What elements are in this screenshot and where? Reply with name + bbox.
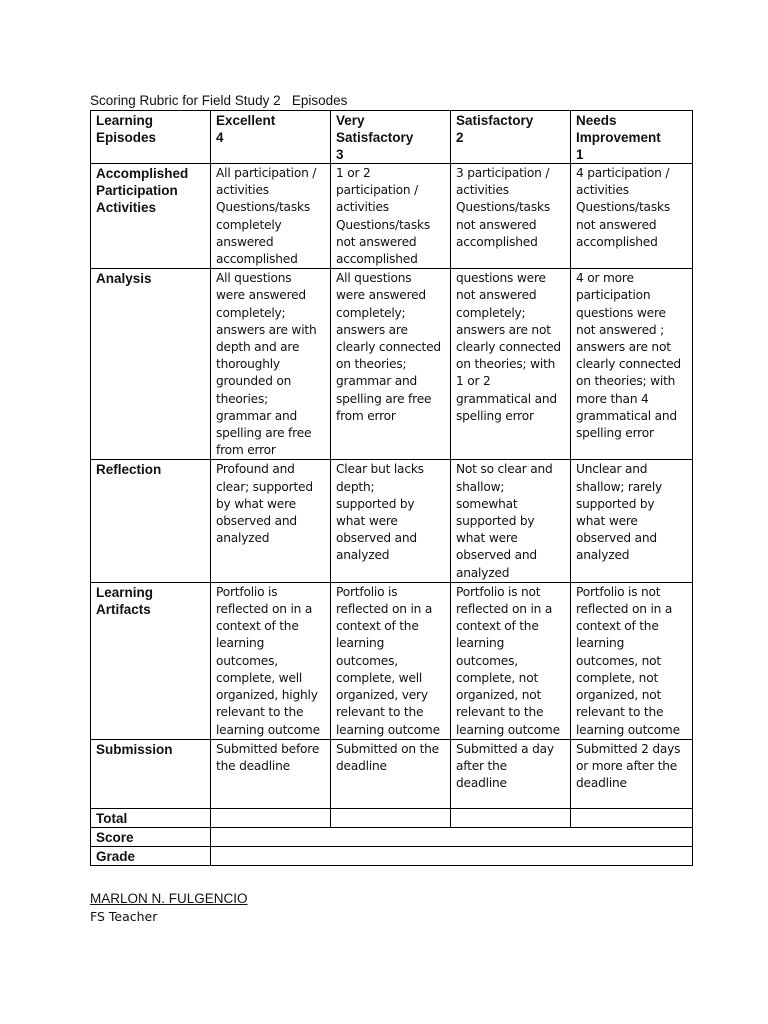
cell-line: learning outcome: [456, 722, 560, 737]
cell-line: theories;: [216, 391, 269, 406]
score-value-cell: [211, 827, 693, 846]
score-cell-needs-improvement: [571, 582, 693, 739]
cell-line: by what were: [216, 496, 296, 511]
score-cell-excellent: [211, 739, 331, 808]
score-cell-excellent: [211, 164, 331, 269]
score-cell-satisfactory: [451, 269, 571, 460]
cell-line: answers are not: [576, 340, 671, 355]
header-cell-text: [456, 112, 567, 146]
header-excellent: [211, 111, 331, 164]
cell-line: Excellent: [216, 113, 276, 128]
cell-line: outcomes,: [216, 653, 278, 668]
cell-line: activities: [216, 183, 269, 198]
total-cell-very-satisfactory: [331, 808, 451, 827]
cell-line: Submission: [96, 741, 173, 757]
cell-line: answers are not: [456, 322, 551, 337]
cell-line: Episodes: [96, 130, 157, 145]
cell-line: accomplished: [216, 252, 298, 267]
score-cell-satisfactory: [451, 582, 571, 739]
cell-line: Questions/tasks: [576, 200, 670, 215]
table-row-accomplished-participation: [91, 164, 693, 269]
cell-line: Submitted 2 days: [576, 741, 681, 756]
cell-line: observed and: [456, 548, 537, 563]
cell-line: Accomplished: [96, 166, 189, 181]
criterion-cell: [91, 739, 211, 808]
table-row-score: [91, 827, 693, 846]
cell-line: completely;: [216, 305, 286, 320]
cell-line: Submitted a day: [456, 741, 554, 756]
cell-line: questions were: [576, 305, 666, 320]
signatory-role: FS Teacher: [90, 909, 158, 924]
table-header-row: [91, 111, 693, 164]
cell-line: Portfolio is: [216, 584, 278, 599]
cell-line: Satisfactory: [336, 130, 414, 145]
cell-line: on theories; with: [576, 374, 676, 389]
cell-line: depth and are: [216, 340, 300, 355]
cell-line: grounded on: [216, 374, 292, 389]
cell-line: analyzed: [456, 565, 510, 580]
score-cell-very-satisfactory: [331, 164, 451, 269]
header-learning-episodes: [91, 111, 211, 164]
cell-line: learning outcome: [216, 722, 320, 737]
cell-line: reflected on in a: [216, 602, 313, 617]
cell-line: the deadline: [216, 758, 290, 773]
cell-line: thoroughly: [216, 357, 280, 372]
cell-line: grammatical and: [456, 391, 557, 406]
cell-line: relevant to the: [576, 705, 664, 720]
cell-line: Participation: [96, 183, 178, 198]
cell-line: what were: [336, 514, 398, 529]
cell-line: spelling are free: [216, 426, 312, 441]
cell-line: 4 participation /: [576, 166, 670, 180]
table-row-total: [91, 808, 693, 827]
cell-line: context of the: [216, 619, 299, 634]
cell-line: observed and: [576, 531, 657, 546]
cell-line: 1 or 2: [456, 374, 491, 389]
cell-line: relevant to the: [336, 705, 424, 720]
cell-line: All questions: [336, 271, 412, 286]
cell-line: depth;: [336, 479, 375, 494]
cell-line: learning: [456, 636, 505, 651]
cell-line: grammar and: [336, 374, 418, 389]
cell-line: participation /: [336, 183, 418, 198]
cell-line: context of the: [576, 619, 659, 634]
cell-line: supported by: [456, 514, 535, 529]
cell-line: what were: [576, 514, 638, 529]
cell-line: deadline: [456, 776, 507, 791]
criterion-cell: [91, 269, 211, 460]
cell-line: Profound and: [216, 462, 295, 477]
table-row-grade: [91, 846, 693, 865]
cell-line: Submitted before: [216, 741, 320, 756]
cell-line: reflected on in a: [456, 602, 553, 617]
cell-line: 3: [336, 147, 344, 162]
cell-line: Needs: [576, 113, 617, 128]
cell-line: Questions/tasks: [456, 200, 550, 215]
score-cell-satisfactory: [451, 164, 571, 269]
cell-line: relevant to the: [456, 705, 544, 720]
cell-line: from error: [216, 443, 276, 458]
cell-line: complete, not: [576, 670, 659, 685]
cell-line: not answered: [456, 288, 537, 303]
cell-line: clearly connected: [576, 357, 681, 372]
score-label: Score: [91, 827, 211, 846]
cell-line: grammatical and: [576, 408, 677, 423]
score-cell-satisfactory: [451, 739, 571, 808]
cell-line: 4: [216, 130, 224, 145]
cell-line: answers are: [336, 322, 408, 337]
cell-line: learning: [576, 636, 625, 651]
cell-line: reflected on in a: [576, 602, 673, 617]
cell-line: on theories;: [336, 357, 407, 372]
header-very-satisfactory: [331, 111, 451, 164]
cell-line: Learning: [96, 113, 154, 128]
cell-line: context of the: [336, 619, 419, 634]
total-cell-satisfactory: [451, 808, 571, 827]
cell-line: after the: [456, 758, 507, 773]
cell-line: completely;: [456, 305, 526, 320]
cell-line: activities: [336, 200, 389, 215]
cell-line: 3 participation /: [456, 166, 550, 180]
header-needs-improvement: [571, 111, 693, 164]
cell-line: what were: [456, 531, 518, 546]
cell-line: All participation /: [216, 166, 317, 180]
cell-line: deadline: [336, 758, 387, 773]
cell-line: Artifacts: [96, 601, 151, 617]
score-cell-excellent: [211, 460, 331, 582]
cell-line: learning outcome: [576, 722, 680, 737]
cell-line: were answered: [336, 288, 426, 303]
score-cell-excellent: [211, 269, 331, 460]
cell-line: Submitted on the: [336, 741, 439, 756]
cell-line: Learning: [96, 584, 154, 600]
cell-line: Activities: [96, 200, 157, 215]
score-cell-needs-improvement: [571, 739, 693, 808]
cell-line: organized, very: [336, 688, 428, 703]
cell-line: accomplished: [576, 234, 658, 249]
cell-line: learning: [216, 636, 265, 651]
cell-line: complete, well: [216, 670, 303, 685]
cell-line: not answered: [336, 234, 417, 249]
cell-line: organized, not: [456, 688, 542, 703]
cell-line: 1 or 2: [336, 166, 371, 180]
total-cell-needs-improvement: [571, 808, 693, 827]
cell-line: shallow;: [456, 479, 505, 494]
cell-line: activities: [576, 183, 629, 198]
cell-line: completely;: [336, 305, 406, 320]
cell-line: answered: [216, 234, 274, 249]
cell-line: analyzed: [336, 548, 390, 563]
grade-label: Grade: [91, 846, 211, 865]
cell-line: analyzed: [576, 548, 630, 563]
score-cell-excellent: [211, 582, 331, 739]
cell-line: not answered ;: [576, 322, 664, 337]
header-cell-text: [96, 112, 207, 146]
cell-line: or more after the: [576, 758, 678, 773]
grade-value-cell: [211, 846, 693, 865]
cell-line: 2: [456, 130, 464, 145]
cell-line: organized, not: [576, 688, 662, 703]
cell-line: grammar and: [216, 408, 298, 423]
cell-line: Satisfactory: [456, 113, 534, 128]
score-cell-satisfactory: [451, 460, 571, 582]
cell-line: Reflection: [96, 462, 162, 478]
cell-line: Clear but lacks: [336, 462, 424, 477]
score-cell-very-satisfactory: [331, 460, 451, 582]
cell-line: complete, well: [336, 670, 423, 685]
cell-line: outcomes,: [456, 653, 518, 668]
cell-line: clearly connected: [336, 340, 441, 355]
cell-line: Analysis: [96, 271, 152, 287]
cell-line: complete, not: [456, 670, 539, 685]
cell-line: deadline: [576, 776, 627, 791]
cell-line: clear; supported: [216, 479, 313, 494]
criterion-cell: [91, 164, 211, 269]
cell-line: observed and: [336, 531, 417, 546]
cell-line: were answered: [216, 288, 306, 303]
table-row-analysis: [91, 269, 693, 460]
cell-line: Questions/tasks: [336, 217, 430, 232]
cell-line: accomplished: [336, 252, 418, 267]
cell-line: Portfolio is not: [576, 584, 661, 599]
cell-line: participation: [576, 288, 651, 303]
cell-line: Unclear and: [576, 462, 648, 477]
table-row-learning-artifacts: [91, 582, 693, 739]
cell-line: analyzed: [216, 531, 270, 546]
cell-line: from error: [336, 408, 396, 423]
rubric-table: [90, 110, 693, 866]
score-cell-very-satisfactory: [331, 739, 451, 808]
cell-line: supported by: [576, 496, 655, 511]
cell-line: not answered: [576, 217, 657, 232]
cell-line: outcomes, not: [576, 653, 661, 668]
cell-line: learning outcome: [336, 722, 440, 737]
cell-line: 1: [576, 147, 584, 162]
total-cell-excellent: [211, 808, 331, 827]
signatory-name: MARLON N. FULGENCIO: [90, 891, 248, 906]
table-row-reflection: [91, 460, 693, 582]
cell-line: observed and: [216, 514, 297, 529]
cell-line: Improvement: [576, 130, 661, 145]
criterion-cell: [91, 582, 211, 739]
cell-line: outcomes,: [336, 653, 398, 668]
total-label: Total: [91, 808, 211, 827]
score-cell-needs-improvement: [571, 269, 693, 460]
cell-line: on theories; with: [456, 357, 556, 372]
cell-line: 4 or more: [576, 271, 634, 286]
cell-line: answers are with: [216, 322, 317, 337]
cell-line: learning: [336, 636, 385, 651]
cell-line: context of the: [456, 619, 539, 634]
cell-line: relevant to the: [216, 705, 304, 720]
cell-line: spelling error: [576, 426, 654, 441]
cell-line: accomplished: [456, 234, 538, 249]
score-cell-very-satisfactory: [331, 269, 451, 460]
cell-line: Portfolio is: [336, 584, 398, 599]
cell-line: organized, highly: [216, 688, 318, 703]
page-title: Scoring Rubric for Field Study 2 Episodes: [90, 93, 348, 108]
cell-line: more than 4: [576, 391, 649, 406]
header-cell-text: [216, 112, 327, 146]
cell-line: shallow; rarely: [576, 479, 663, 494]
table-row-submission: [91, 739, 693, 808]
header-cell-text: [336, 112, 447, 163]
cell-line: Questions/tasks: [216, 200, 310, 215]
criterion-cell: [91, 460, 211, 582]
cell-line: somewhat: [456, 496, 518, 511]
header-satisfactory: [451, 111, 571, 164]
rubric-table-body: [91, 111, 693, 866]
cell-line: spelling are free: [336, 391, 432, 406]
cell-line: Very: [336, 113, 365, 128]
cell-line: completely: [216, 217, 282, 232]
cell-line: questions were: [456, 271, 546, 286]
cell-line: Portfolio is not: [456, 584, 541, 599]
score-cell-very-satisfactory: [331, 582, 451, 739]
cell-line: not answered: [456, 217, 537, 232]
cell-line: clearly connected: [456, 340, 561, 355]
cell-line: spelling error: [456, 408, 534, 423]
score-cell-needs-improvement: [571, 164, 693, 269]
cell-line: Not so clear and: [456, 462, 553, 477]
header-cell-text: [576, 112, 689, 163]
cell-line: reflected on in a: [336, 602, 433, 617]
cell-line: activities: [456, 183, 509, 198]
cell-line: All questions: [216, 271, 292, 286]
score-cell-needs-improvement: [571, 460, 693, 582]
cell-line: supported by: [336, 496, 415, 511]
